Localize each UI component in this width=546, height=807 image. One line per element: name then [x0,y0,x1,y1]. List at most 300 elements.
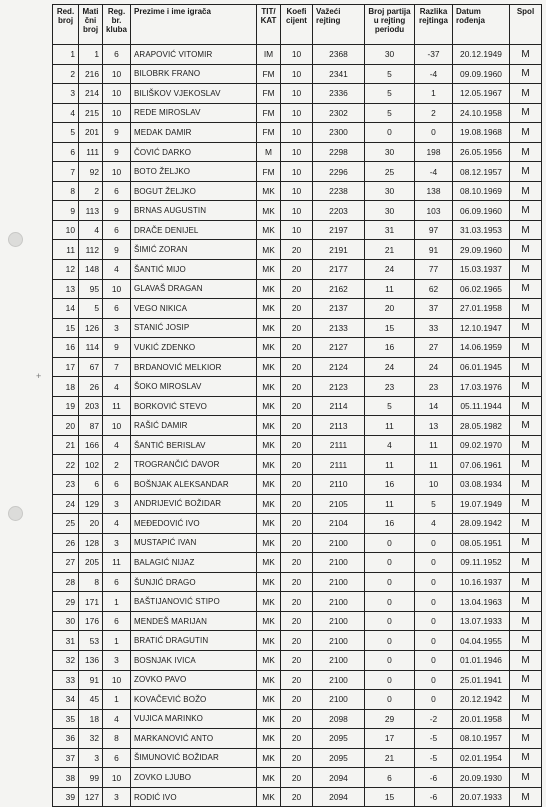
cell-reg-kluba: 9 [103,338,131,358]
cell-koeficijent: 20 [281,494,313,514]
cell-reg-kluba: 6 [103,220,131,240]
cell-titula: MK [257,670,281,690]
cell-spol: M [510,279,542,299]
cell-maticni-broj: 112 [79,240,103,260]
cell-broj-partija: 5 [365,396,415,416]
cell-titula: MK [257,572,281,592]
cell-broj-partija: 5 [365,84,415,104]
cell-titula: MK [257,240,281,260]
cell-rejting: 2127 [313,338,365,358]
cell-titula: MK [257,533,281,553]
cell-rejting: 2094 [313,768,365,788]
cell-player-name: BORKOVIĆ STEVO [131,396,257,416]
cell-koeficijent: 20 [281,435,313,455]
header-rejting: Važeći rejting [313,5,365,45]
cell-reg-kluba: 9 [103,201,131,221]
cell-broj-partija: 11 [365,279,415,299]
cell-titula: MK [257,514,281,534]
cell-koeficijent: 20 [281,553,313,573]
cell-datum: 13.04.1963 [453,592,510,612]
cell-razlika: -37 [415,45,453,65]
cell-maticni-broj: 166 [79,435,103,455]
cell-reg-kluba: 4 [103,709,131,729]
table-row [53,787,542,807]
cell-rejting: 2123 [313,377,365,397]
cell-broj-partija: 0 [365,553,415,573]
cell-koeficijent: 20 [281,338,313,358]
cell-red-broj: 8 [53,181,79,201]
cell-reg-kluba: 10 [103,162,131,182]
cell-razlika: -6 [415,787,453,807]
cell-titula: MK [257,416,281,436]
cell-razlika: 23 [415,377,453,397]
cell-rejting: 2110 [313,475,365,495]
cell-maticni-broj: 18 [79,709,103,729]
cell-razlika: 33 [415,318,453,338]
cell-broj-partija: 25 [365,162,415,182]
cell-koeficijent: 10 [281,162,313,182]
header-koeficijent: Koefi cijent [281,5,313,45]
cell-maticni-broj: 67 [79,357,103,377]
table-row [53,181,542,201]
cell-broj-partija: 11 [365,494,415,514]
cell-razlika: 2 [415,103,453,123]
cell-koeficijent: 10 [281,84,313,104]
cell-maticni-broj: 45 [79,690,103,710]
cell-spol: M [510,357,542,377]
table-body [53,45,542,807]
cell-red-broj: 15 [53,318,79,338]
cell-rejting: 2124 [313,357,365,377]
cell-spol: M [510,123,542,143]
cell-maticni-broj: 201 [79,123,103,143]
cell-broj-partija: 16 [365,514,415,534]
cell-rejting: 2296 [313,162,365,182]
cell-razlika: 13 [415,416,453,436]
header-datum: Datum rođenja [453,5,510,45]
cell-spol: M [510,553,542,573]
cell-rejting: 2302 [313,103,365,123]
table-row [53,709,542,729]
cell-red-broj: 25 [53,514,79,534]
cell-koeficijent: 20 [281,377,313,397]
cell-titula: FM [257,103,281,123]
cell-rejting: 2095 [313,729,365,749]
cell-broj-partija: 11 [365,455,415,475]
cell-rejting: 2238 [313,181,365,201]
cell-spol: M [510,572,542,592]
table-row [53,103,542,123]
cell-datum: 06.09.1960 [453,201,510,221]
cell-rejting: 2111 [313,435,365,455]
cell-razlika: 0 [415,123,453,143]
cell-player-name: ŠANTIĆ BERISLAV [131,435,257,455]
cell-broj-partija: 0 [365,631,415,651]
cell-spol: M [510,377,542,397]
cell-datum: 05.11.1944 [453,396,510,416]
cell-spol: M [510,650,542,670]
cell-datum: 31.03.1953 [453,220,510,240]
cell-titula: MK [257,396,281,416]
cell-rejting: 2133 [313,318,365,338]
cell-koeficijent: 10 [281,103,313,123]
cell-broj-partija: 30 [365,201,415,221]
cell-reg-kluba: 4 [103,377,131,397]
cell-broj-partija: 15 [365,787,415,807]
cell-red-broj: 23 [53,475,79,495]
cell-maticni-broj: 99 [79,768,103,788]
cell-red-broj: 10 [53,220,79,240]
cell-red-broj: 20 [53,416,79,436]
cell-koeficijent: 10 [281,45,313,65]
cell-maticni-broj: 113 [79,201,103,221]
cell-razlika: 198 [415,142,453,162]
cell-datum: 08.05.1951 [453,533,510,553]
cell-player-name: BAŠTIJANOVIĆ STIPO [131,592,257,612]
cell-titula: MK [257,729,281,749]
cell-spol: M [510,729,542,749]
cell-koeficijent: 20 [281,533,313,553]
table-row [53,572,542,592]
cell-titula: MK [257,318,281,338]
cell-player-name: RODIĆ IVO [131,787,257,807]
cell-spol: M [510,162,542,182]
table-row [53,45,542,65]
cell-razlika: 10 [415,475,453,495]
table-row [53,260,542,280]
cell-titula: MK [257,435,281,455]
cell-titula: MK [257,631,281,651]
cell-datum: 14.06.1959 [453,338,510,358]
cell-broj-partija: 0 [365,690,415,710]
cell-broj-partija: 30 [365,181,415,201]
header-titula: TIT/ KAT [257,5,281,45]
cell-rejting: 2114 [313,396,365,416]
rating-list [52,4,541,807]
cell-player-name: BILIŠKOV VJEKOSLAV [131,84,257,104]
cell-rejting: 2100 [313,631,365,651]
cell-red-broj: 13 [53,279,79,299]
cell-player-name: VUJICA MARINKO [131,709,257,729]
cell-rejting: 2100 [313,611,365,631]
cell-maticni-broj: 8 [79,572,103,592]
table-row [53,553,542,573]
cell-rejting: 2100 [313,553,365,573]
cell-maticni-broj: 4 [79,220,103,240]
cell-razlika: 0 [415,592,453,612]
cell-datum: 17.03.1976 [453,377,510,397]
cell-red-broj: 18 [53,377,79,397]
cell-broj-partija: 6 [365,768,415,788]
cell-titula: MK [257,260,281,280]
cell-koeficijent: 20 [281,357,313,377]
cell-maticni-broj: 129 [79,494,103,514]
cell-spol: M [510,475,542,495]
cell-maticni-broj: 127 [79,787,103,807]
cell-razlika: 77 [415,260,453,280]
cell-red-broj: 32 [53,650,79,670]
cell-razlika: 0 [415,611,453,631]
table-row [53,611,542,631]
cell-razlika: 97 [415,220,453,240]
cell-red-broj: 21 [53,435,79,455]
cell-reg-kluba: 1 [103,631,131,651]
cell-titula: MK [257,377,281,397]
cell-titula: MK [257,279,281,299]
cell-datum: 12.05.1967 [453,84,510,104]
cell-red-broj: 36 [53,729,79,749]
cell-red-broj: 39 [53,787,79,807]
cell-titula: M [257,142,281,162]
cell-reg-kluba: 10 [103,279,131,299]
cell-datum: 12.10.1947 [453,318,510,338]
cell-maticni-broj: 214 [79,84,103,104]
cell-maticni-broj: 6 [79,475,103,495]
cell-spol: M [510,514,542,534]
cell-rejting: 2298 [313,142,365,162]
cell-datum: 04.04.1955 [453,631,510,651]
cell-titula: IM [257,45,281,65]
cell-maticni-broj: 5 [79,299,103,319]
punch-hole [8,506,23,521]
cell-reg-kluba: 3 [103,533,131,553]
table-row [53,240,542,260]
cell-player-name: BRATIĆ DRAGUTIN [131,631,257,651]
cell-maticni-broj: 128 [79,533,103,553]
cell-reg-kluba: 6 [103,611,131,631]
table-row [53,299,542,319]
cell-red-broj: 31 [53,631,79,651]
table-row [53,220,542,240]
cell-reg-kluba: 4 [103,514,131,534]
cell-spol: M [510,768,542,788]
cell-koeficijent: 20 [281,592,313,612]
table-row [53,435,542,455]
cell-koeficijent: 20 [281,729,313,749]
cell-spol: M [510,709,542,729]
cell-reg-kluba: 10 [103,768,131,788]
cell-broj-partija: 24 [365,260,415,280]
cell-razlika: 1 [415,84,453,104]
cell-player-name: BRDANOVIĆ MELKIOR [131,357,257,377]
cell-player-name: ARAPOVIĆ VITOMIR [131,45,257,65]
cell-red-broj: 30 [53,611,79,631]
cell-maticni-broj: 111 [79,142,103,162]
cell-reg-kluba: 6 [103,299,131,319]
cell-rejting: 2098 [313,709,365,729]
cell-maticni-broj: 136 [79,650,103,670]
header-row [53,5,542,45]
cell-red-broj: 27 [53,553,79,573]
cell-maticni-broj: 26 [79,377,103,397]
cell-reg-kluba: 6 [103,748,131,768]
cell-titula: MK [257,338,281,358]
cell-rejting: 2203 [313,201,365,221]
cell-reg-kluba: 9 [103,142,131,162]
cell-datum: 08.10.1969 [453,181,510,201]
cell-datum: 20.12.1949 [453,45,510,65]
cell-reg-kluba: 9 [103,240,131,260]
cell-maticni-broj: 32 [79,729,103,749]
cell-rejting: 2113 [313,416,365,436]
cell-player-name: BALAGIĆ NIJAZ [131,553,257,573]
cell-reg-kluba: 3 [103,787,131,807]
cell-koeficijent: 20 [281,318,313,338]
cell-rejting: 2100 [313,572,365,592]
cell-broj-partija: 4 [365,435,415,455]
cell-spol: M [510,338,542,358]
table-row [53,690,542,710]
cell-koeficijent: 10 [281,201,313,221]
cell-player-name: ZOVKO PAVO [131,670,257,690]
cell-maticni-broj: 205 [79,553,103,573]
table-row [53,533,542,553]
cell-koeficijent: 20 [281,748,313,768]
cell-broj-partija: 0 [365,592,415,612]
cell-rejting: 2100 [313,690,365,710]
cell-red-broj: 12 [53,260,79,280]
cell-maticni-broj: 20 [79,514,103,534]
cell-datum: 15.03.1937 [453,260,510,280]
cell-red-broj: 29 [53,592,79,612]
cell-reg-kluba: 10 [103,103,131,123]
cell-reg-kluba: 3 [103,494,131,514]
cell-reg-kluba: 6 [103,181,131,201]
cell-datum: 26.05.1956 [453,142,510,162]
cell-reg-kluba: 6 [103,572,131,592]
cell-broj-partija: 0 [365,123,415,143]
cell-reg-kluba: 8 [103,729,131,749]
cell-razlika: 4 [415,514,453,534]
table-row [53,201,542,221]
header-broj-partija: Broj partija u rejting periodu [365,5,415,45]
cell-player-name: MEDAK DAMIR [131,123,257,143]
cell-koeficijent: 20 [281,572,313,592]
cell-spol: M [510,299,542,319]
cell-koeficijent: 10 [281,181,313,201]
cell-razlika: 0 [415,650,453,670]
cell-datum: 24.10.1958 [453,103,510,123]
cell-titula: MK [257,553,281,573]
cell-reg-kluba: 4 [103,260,131,280]
cell-player-name: ŠOKO MIROSLAV [131,377,257,397]
cell-rejting: 2094 [313,787,365,807]
cell-datum: 09.09.1960 [453,64,510,84]
cell-rejting: 2111 [313,455,365,475]
cell-rejting: 2095 [313,748,365,768]
cell-rejting: 2100 [313,533,365,553]
table-row [53,318,542,338]
cell-titula: MK [257,201,281,221]
cell-red-broj: 17 [53,357,79,377]
cell-titula: MK [257,455,281,475]
cell-spol: M [510,611,542,631]
cell-razlika: 37 [415,299,453,319]
cell-titula: MK [257,611,281,631]
cell-maticni-broj: 53 [79,631,103,651]
cell-razlika: 0 [415,631,453,651]
cell-player-name: STANIĆ JOSIP [131,318,257,338]
cell-reg-kluba: 7 [103,357,131,377]
cell-koeficijent: 20 [281,240,313,260]
cell-red-broj: 24 [53,494,79,514]
cell-razlika: -2 [415,709,453,729]
cell-datum: 13.07.1933 [453,611,510,631]
cell-razlika: 91 [415,240,453,260]
cell-maticni-broj: 216 [79,64,103,84]
cell-spol: M [510,64,542,84]
cell-datum: 03.08.1934 [453,475,510,495]
cell-koeficijent: 20 [281,455,313,475]
cell-spol: M [510,690,542,710]
header-maticni-broj: Mati čni broj [79,5,103,45]
cell-razlika: -5 [415,729,453,749]
cell-rejting: 2100 [313,670,365,690]
cell-spol: M [510,260,542,280]
cell-koeficijent: 20 [281,611,313,631]
cell-broj-partija: 30 [365,142,415,162]
cell-player-name: MEĐEDOVIĆ IVO [131,514,257,534]
cell-maticni-broj: 114 [79,338,103,358]
cell-spol: M [510,396,542,416]
cell-player-name: BRNAS AUGUSTIN [131,201,257,221]
cell-maticni-broj: 95 [79,279,103,299]
cell-reg-kluba: 11 [103,396,131,416]
cell-datum: 20.12.1942 [453,690,510,710]
cell-broj-partija: 0 [365,670,415,690]
cell-player-name: BOSNJAK IVICA [131,650,257,670]
cell-titula: MK [257,299,281,319]
cell-reg-kluba: 1 [103,592,131,612]
cell-koeficijent: 20 [281,396,313,416]
cell-maticni-broj: 203 [79,396,103,416]
cell-red-broj: 14 [53,299,79,319]
cell-player-name: TROGRANČIĆ DAVOR [131,455,257,475]
cell-maticni-broj: 126 [79,318,103,338]
cell-titula: MK [257,475,281,495]
cell-razlika: 62 [415,279,453,299]
cell-titula: FM [257,84,281,104]
cell-maticni-broj: 3 [79,748,103,768]
table-row [53,64,542,84]
cell-rejting: 2336 [313,84,365,104]
cell-datum: 02.01.1954 [453,748,510,768]
cell-spol: M [510,631,542,651]
cell-razlika: -4 [415,162,453,182]
cell-razlika: 14 [415,396,453,416]
cell-broj-partija: 0 [365,533,415,553]
cell-datum: 09.02.1970 [453,435,510,455]
cell-broj-partija: 0 [365,650,415,670]
table-row [53,592,542,612]
cell-red-broj: 1 [53,45,79,65]
table-row [53,631,542,651]
table-row [53,494,542,514]
cell-titula: FM [257,162,281,182]
cell-player-name: ČOVIĆ DARKO [131,142,257,162]
cell-razlika: -4 [415,64,453,84]
cell-maticni-broj: 92 [79,162,103,182]
cell-broj-partija: 29 [365,709,415,729]
table-row [53,455,542,475]
cell-red-broj: 37 [53,748,79,768]
cell-razlika: 0 [415,690,453,710]
cell-koeficijent: 20 [281,650,313,670]
cell-player-name: DRAČE DENIJEL [131,220,257,240]
cell-player-name: ŠANTIĆ MIJO [131,260,257,280]
cell-spol: M [510,318,542,338]
cell-koeficijent: 20 [281,768,313,788]
